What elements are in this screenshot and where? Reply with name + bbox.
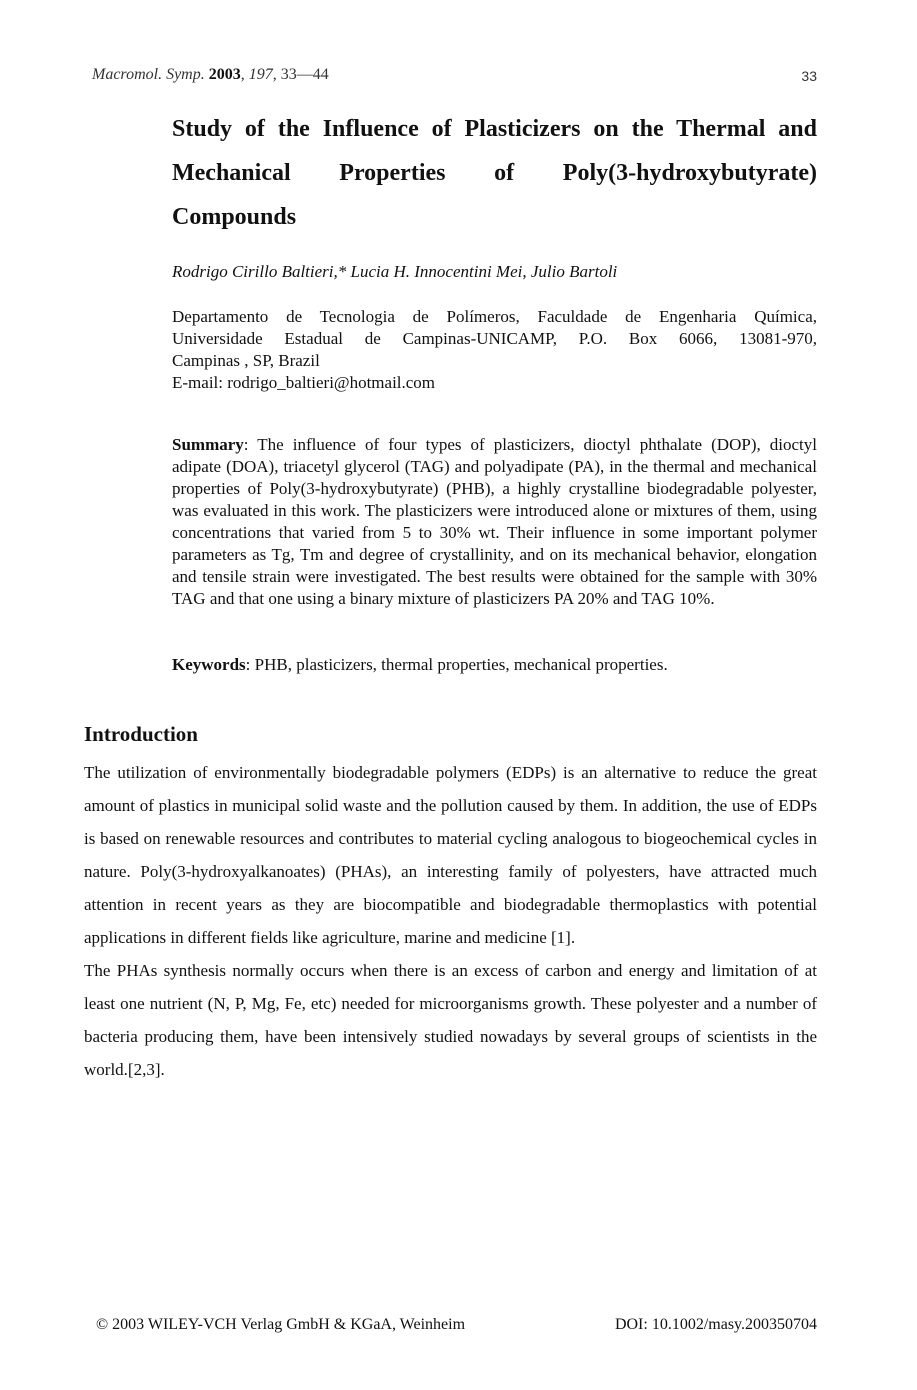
author-email: E-mail: rodrigo_baltieri@hotmail.com bbox=[172, 373, 436, 392]
paper-title bbox=[172, 107, 817, 239]
page-number: 33 bbox=[801, 68, 817, 84]
title-line-1: Study of the Influence of Plasticizers on the Thermal and bbox=[172, 116, 817, 142]
journal-name: Macromol. Symp. bbox=[92, 66, 205, 83]
introduction-paragraph-1: The utilization of environmentally biodegradable polymers (EDPs) is an alternative to reduce the great amount of plastics in municipal solid waste and the pollution caused by them. In addition, the use of EDPs is based on renewable resources and contributes to material cycling analogous to biogeochemical cycles in nature. Poly(3-hydroxyalkanoates) (PHAs), an interesting family of polyesters, have attracted much attention in recent years as they are biocompatible and biodegradable thermoplastics with potential applications in different fields like agriculture, marine and medicine [1]. bbox=[84, 763, 817, 947]
keywords-text: : PHB, plasticizers, thermal properties, mechanical properties. bbox=[245, 655, 668, 674]
affiliation-line-3: Campinas , SP, Brazil bbox=[172, 351, 320, 370]
copyright-notice: © 2003 WILEY-VCH Verlag GmbH & KGaA, Weinheim bbox=[96, 1316, 466, 1333]
affiliation-line-2: Universidade Estadual de Campinas-UNICAMP, P.O. Box 6066, 13081-970, bbox=[172, 329, 817, 348]
title-line-2: Mechanical Properties of Poly(3-hydroxybutyrate) bbox=[172, 160, 817, 186]
keywords-label: Keywords bbox=[172, 655, 246, 674]
journal-year: 2003 bbox=[208, 66, 241, 83]
title-line-3: Compounds bbox=[172, 204, 297, 230]
journal-volume: 197 bbox=[248, 66, 273, 83]
doi: DOI: 10.1002/masy.200350704 bbox=[614, 1316, 817, 1333]
journal-pages: 33—44 bbox=[280, 66, 329, 83]
running-head: Macromol. Symp. 2003, 197, 33—44 33 bbox=[92, 66, 817, 84]
affiliation bbox=[172, 306, 817, 394]
abstract bbox=[172, 434, 817, 610]
section-heading-introduction: Introduction bbox=[84, 722, 198, 746]
summary-text: : The influence of four types of plasticizers, dioctyl phthalate (DOP), dioctyl adipate (DOA), triacetyl glycerol (TAG) and polyadipate (PA), in the thermal and mechanical properties of Poly(3-hydroxybutyrate) (PHB), a highly crystalline biodegradable polyester, was evaluated in this work. The plasticizers were introduced alone or mixtures of them, using concentrations that varied from 5 to 30% wt. Their influence in some important polymer parameters as Tg, Tm and degree of crystallinity, and on its mechanical behavior, elongation and tensile strain were investigated. The best results were obtained for the sample with 30% TAG and that one using a binary mixture of plasticizers PA 20% and TAG 10%. bbox=[172, 435, 817, 608]
keywords bbox=[172, 654, 817, 676]
introduction-body bbox=[84, 756, 817, 1086]
summary-label: Summary bbox=[172, 435, 244, 454]
author-list: Rodrigo Cirillo Baltieri,* Lucia H. Innocentini Mei, Julio Bartoli bbox=[172, 262, 618, 281]
introduction-paragraph-2: The PHAs synthesis normally occurs when there is an excess of carbon and energy and limitation of at least one nutrient (N, P, Mg, Fe, etc) needed for microorganisms growth. These polyester and a number of bacteria producing them, have been intensively studied nowadays by several groups of scientists in the world.[2,3]. bbox=[84, 961, 817, 1079]
affiliation-line-1: Departamento de Tecnologia de Polímeros, Faculdade de Engenharia Química, bbox=[172, 307, 817, 326]
